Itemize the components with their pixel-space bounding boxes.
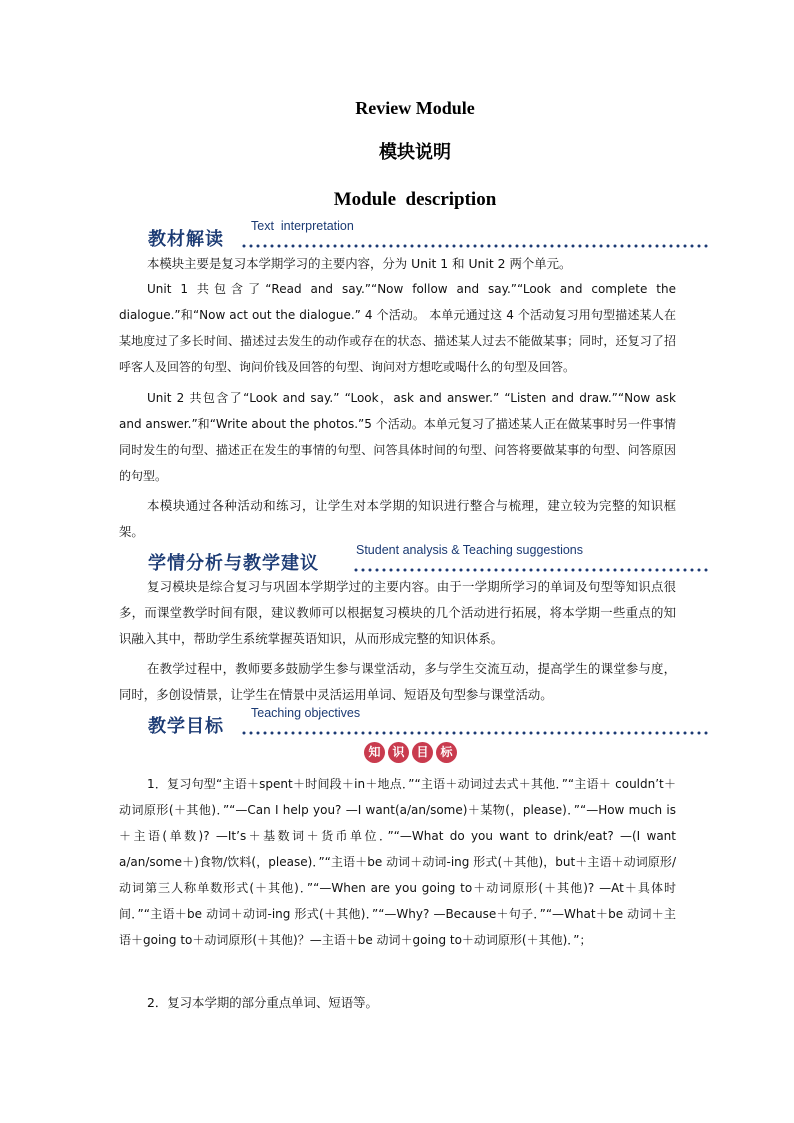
section-title-en: Student analysis & Teaching suggestions: [356, 543, 584, 557]
section-title-cn: 教材解读: [148, 229, 224, 250]
badge-char: 识: [388, 742, 409, 763]
paragraph: 本模块主要是复习本学期学习的主要内容，分为 Unit 1 和 Unit 2 两个单元。: [147, 256, 572, 271]
paragraph: 在教学过程中，教师要多鼓励学生参与课堂活动，多与学生交流互动，提高学生的课堂参与度，同时，多创设情景，让学生在情景中灵活运用单词、短语及句型参与课堂活动。: [119, 661, 676, 702]
objective-item-2: 2．复习本学期的部分重点单词、短语等。: [147, 995, 378, 1010]
paragraph: Unit 2 共包含了“Look and say.” “Look，ask and answer.” “Listen and draw.”“Now ask and answer.”和“Write about the photos.”5 个活动。本单元复习了描述某人正在做某事时另一件事情同时发生的句型、描述正在发生的事情的句型、问答具体时间的句型、问答将要做某事的句型、问答原因的句型。: [119, 391, 676, 483]
section-title-en: Teaching objectives: [251, 706, 361, 720]
section-title-cn: 教学目标: [148, 716, 224, 737]
section-heading-student-analysis: [148, 543, 710, 574]
paragraph: 本模块通过各种活动和练习，让学生对本学期的知识进行整合与梳理，建立较为完整的知识框架。: [119, 498, 676, 539]
dotted-rule: [354, 567, 710, 573]
section-title-cn: 学情分析与教学建议: [148, 553, 319, 574]
page-subtitle-cn: 模块说明: [379, 142, 451, 162]
page-subtitle-en: Module description: [333, 189, 497, 210]
objective-item-1: 1．复习句型“主语＋spent＋时间段＋in＋地点．”“主语＋动词过去式＋其他．”“主语＋ couldn’t＋动词原形(＋其他)．”“—Can I help you? —I want(a/an/some)＋某物(，please)．”“—How much is＋主语(单数)? —It’s＋基数词＋货币单位．”“—What do you want to drink/eat? —(I want a/an/some＋)食物/饮料(，please)．”“主语＋be 动词＋动词-ing 形式(＋其他)，but＋主语＋动词原形/动词第三人称单数形式(＋其他)．”“—When are you going to＋动词原形(＋其他)? —At＋具体时间．”“主语＋be 动词＋动词-ing 形式(＋其他)．”“—Why? —Because＋句子．”“—What＋be 动词＋主语＋going to＋动词原形(＋其他)？—主语＋be 动词＋going to＋动词原形(＋其他)．”；: [119, 777, 676, 947]
section-heading-teaching-objectives: [148, 706, 710, 737]
section-heading-text-interpretation: [148, 219, 710, 250]
section-title-en: Text interpretation: [251, 219, 354, 233]
page-title: Review Module: [355, 98, 475, 118]
badge-char: 标: [436, 742, 457, 763]
dotted-rule: [242, 730, 710, 736]
dotted-rule: [242, 243, 710, 249]
badge-char: 知: [364, 742, 385, 763]
paragraph: Unit 1 共包含了“Read and say.”“Now follow and say.”“Look and complete the dialogue.”和“Now act out the dialogue.” 4 个活动。 本单元通过这 4 个活动复习用句型描述某人在某地度过了多长时间、描述过去发生的动作或存在的状态、描述某人过去不能做某事；同时，还复习了招呼客人及回答的句型、询问价钱及回答的句型、询问对方想吃或喝什么的句型及回答。: [119, 282, 676, 374]
knowledge-objectives-badge: [364, 742, 457, 764]
paragraph: 复习模块是综合复习与巩固本学期学过的主要内容。由于一学期所学习的单词及句型等知识点很多，而课堂教学时间有限，建议教师可以根据复习模块的几个活动进行拓展，将本学期一些重点的知识融入其中，帮助学生系统掌握英语知识，从而形成完整的知识体系。: [119, 579, 676, 646]
badge-char: 目: [412, 742, 433, 763]
